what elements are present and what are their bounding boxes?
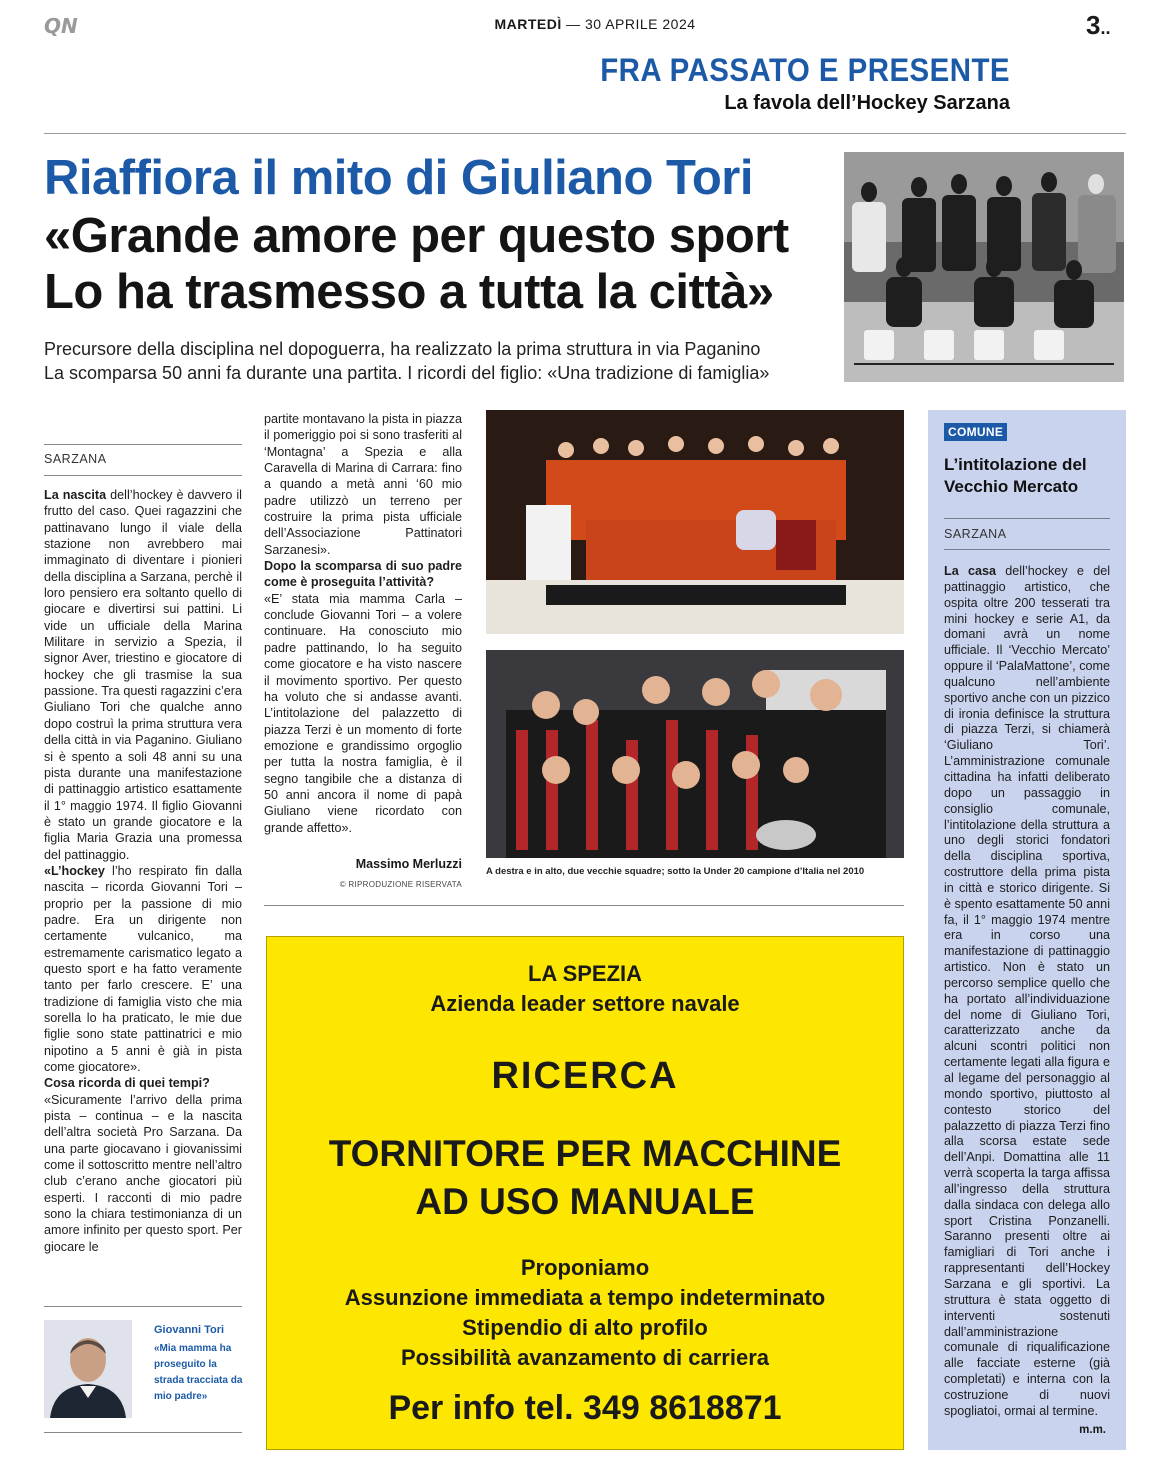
lead-in: «L’hockey — [44, 863, 105, 878]
lead-in: La nascita — [44, 488, 107, 502]
section-rule — [264, 905, 904, 906]
ad-offer-item: Assunzione immediata a tempo indeterminato — [344, 1285, 826, 1310]
article-paragraph: partite montavano la pista in piazza il pomeriggio poi si sono trasferiti al ‘Montagna’ a Spezia e alla Caravella di Marina di Carrara: fino a quando a metà anni ‘60 mio padre utilizzò un terreno per costruire la prima pista ufficiale dell’Associazione Pattinatori Sarzanesi». — [264, 412, 462, 557]
ad-phone[interactable]: Per info tel. 349 8618871 — [388, 1389, 782, 1427]
ad-offer-item: Possibilità avanzamento di carriera — [400, 1345, 770, 1370]
sidebar-tag: COMUNE — [944, 423, 1007, 441]
quote-text: «Mia mamma ha proseguito la strada tracciata da mio padre» — [154, 1343, 243, 1402]
paragraph-text: l’ho respirato fin dalla nascita – ricorda Giovanni Tori – proprio per la passione di mio padre. Era un dirigente non certamente vulcanico, ma estremamente carismatico legato a questo sport e ha fatto veramente tanto per farlo crescere. E’ una tradizione di famiglia visto che mia sorella lo ha praticato, le mie due figlie sono state pattinatrici e mio nipotino a 5 anni è già in pista come giocatore». — [44, 863, 242, 1075]
article-paragraph — [44, 487, 242, 863]
article-paragraph: «E’ stata mia mamma Carla – conclude Giovanni Tori – a volere continuare. Ha conosciuto mio padre pattinando, lo ha seguito come giocatore e ha visto nascere il movimento sportivo. Per questo ha voluto che si andasse avanti. L’intitolazione del palazzetto di piazza Terzi è un momento di forte emozione e grandissimo orgoglio per tutta la nostra famiglia, è il segno tangibile che a distanza di 50 anni ancora il nome di papà Giuliano viene ricordato con grande affetto». — [264, 591, 462, 835]
giovanni-tori-portrait — [44, 1320, 132, 1418]
vintage-team-photo — [844, 152, 1124, 382]
header-divider — [44, 133, 1126, 134]
sidebar-paragraph — [944, 564, 1110, 1420]
issue-date — [430, 16, 760, 32]
sidebar-title: L’intitolazione del Vecchio Mercato — [944, 455, 1087, 496]
page-number-dots: .. — [1100, 18, 1111, 38]
issue-date-text: — 30 APRILE 2024 — [566, 16, 696, 32]
interview-question — [264, 558, 462, 591]
copyright-notice: © RIPRODUZIONE RISERVATA — [339, 880, 462, 889]
column-rule — [44, 444, 242, 445]
sidebar-rule — [944, 549, 1110, 550]
article-paragraph — [44, 863, 242, 1075]
photo-caption: A destra e in alto, due vecchie squadre; sotto la Under 20 campione d’Italia nel 2010 — [486, 866, 865, 877]
article-column-2 — [264, 411, 462, 836]
logo-text: QN — [44, 14, 78, 38]
article-paragraph: «Sicuramente l’arrivo della prima pista – continua – e la nascita dell’altra società Pro Sarzana. Da una parte giocavano i giovanissimi come il sottoscritto mentre nell’altro club c’erano anche giocatori più esperti. I racconti di mio padre sono la chiara testimonianza di un amore infinito per questo sport. Per giocare le — [44, 1092, 242, 1254]
question-text: Cosa ricorda di quei tempi? — [44, 1076, 210, 1091]
page-number-value: 3 — [1086, 10, 1101, 40]
lead-in: La casa — [944, 564, 997, 578]
ad-role-line2: AD USO MANUALE — [415, 1181, 755, 1222]
ad-offer-item: Stipendio di alto profilo — [462, 1315, 708, 1340]
deck-line2: La scomparsa 50 anni fa durante una partita. I ricordi del figlio: «Una tradizione di famiglia» — [44, 363, 770, 383]
section-kicker: FRA PASSATO E PRESENTE — [600, 52, 1010, 88]
sidebar-rule — [944, 518, 1110, 519]
question-text: Dopo la scomparsa di suo padre come è proseguita l’attività? — [264, 559, 462, 590]
quote-name: Giovanni Tori — [154, 1324, 225, 1336]
headline-quote-line1: «Grande amore per questo sport — [44, 209, 789, 263]
sidebar-dateline: SARZANA — [944, 527, 1007, 541]
ad-offer-heading: Proponiamo — [520, 1255, 650, 1280]
qn-logo — [44, 14, 90, 38]
quote-rule — [44, 1306, 242, 1307]
issue-day: MARTEDÌ — [494, 16, 562, 32]
deck-line1: Precursore della disciplina nel dopoguerra, ha realizzato la prima struttura in via Paganino — [44, 339, 761, 359]
headline-quote — [44, 208, 844, 320]
job-advertisement — [266, 936, 904, 1450]
ad-heading: RICERCA — [491, 1055, 679, 1097]
ad-location: LA SPEZIA — [527, 961, 643, 986]
sidebar-signature: m.m. — [1079, 1424, 1106, 1436]
old-team-photo — [486, 410, 904, 634]
headline-quote-line2: Lo ha trasmesso a tutta la città» — [44, 265, 774, 319]
article-column-1 — [44, 487, 242, 1255]
column-rule — [44, 475, 242, 476]
ad-role-line1: TORNITORE PER MACCHINE — [328, 1133, 842, 1174]
interview-question — [44, 1075, 242, 1091]
byline: Massimo Merluzzi — [355, 857, 462, 871]
paragraph-text: dell’hockey e del pattinaggio artistico, che ospita oltre 200 tesserati tra mini hockey e serie A1, da domani avrà un nome ufficiale. Il ‘Vecchio Mercato’ oppure il ‘PalaMattone’, come qualcuno nell’ambiente sportivo anche con un pizzico di ironia definisce la struttura di piazza Terzi, si chiamerà ‘Giuliano Tori’. L’amministrazione comunale cittadina ha infatti deliberato dopo un passaggio in consiglio comunale, l’intitolazione della struttura a uno degli storici fondatori della disciplina sportiva, costruttore della prima pista in città e storico dirigente. Si è spento esattamente 50 anni fa, il 1° maggio 1974 mentre era in corso una manifestazione di pattinaggio artistico. Non è stato un percorso semplice quello che ha portato all’individuazione del nome di Giuliano Tori, caratterizzato anche da alcuni scontri politici non certamente legati alla figura e al legame del personaggio al mondo sportivo, piuttosto al contesto storico del palazzetto di piazza Terzi fino alla scorsa estate sede dell’Anpi. Domattina alle 11 verrà scoperta la targa affissa all’ingresso della struttura dalla sindaca con delega allo sport Cristina Ponzanelli. Saranno presenti oltre ai famigliari di Tori anche i rappresentanti dell’Hockey Sarzana e gli sportivi. La struttura è stata oggetto di interventi sostenuti dall’amministrazione comunale di riqualificazione alle facciate esterne (già completati) e interna con la costruzione di nuovi spogliatoi, ormai al termine. — [944, 564, 1110, 1418]
headline: Riaffiora il mito di Giuliano Tori — [44, 151, 753, 205]
section-subkicker: La favola dell’Hockey Sarzana — [724, 92, 1010, 114]
ad-company: Azienda leader settore navale — [430, 991, 740, 1016]
page-number — [1086, 10, 1110, 41]
paragraph-text: dell’hockey è davvero il frutto del caso. Quei ragazzini che pattinavano lungo il viale della stazione non avrebbero mai immaginato di diventare i pionieri della disciplina a Sarzana, perchè il loro pensiero era soltanto quello di giocare e divertirsi sui pattini. Li vide un ufficiale della Marina Militare in servizio a Spezia, il signor Aver, triestino e giocatore di hockey che gli trasmise la sua passione. Tra questi ragazzini c’era Giuliano Tori che qualche anno dopo costruì la prima struttura vera della città in via Paganino. Giuliano si è spento a soli 48 anni su una pista durante una manifestazione di pattinaggio artistico esattamente il 1° maggio 1974. Il figlio Giovanni è stato un grande giocatore e la figlia Maria Grazia una promessa del pattinaggio. — [44, 488, 242, 862]
article-dateline: SARZANA — [44, 452, 107, 466]
quote-rule — [44, 1432, 242, 1433]
article-deck — [44, 337, 844, 385]
sidebar-body — [944, 564, 1110, 1420]
under-20-team-photo — [486, 650, 904, 858]
